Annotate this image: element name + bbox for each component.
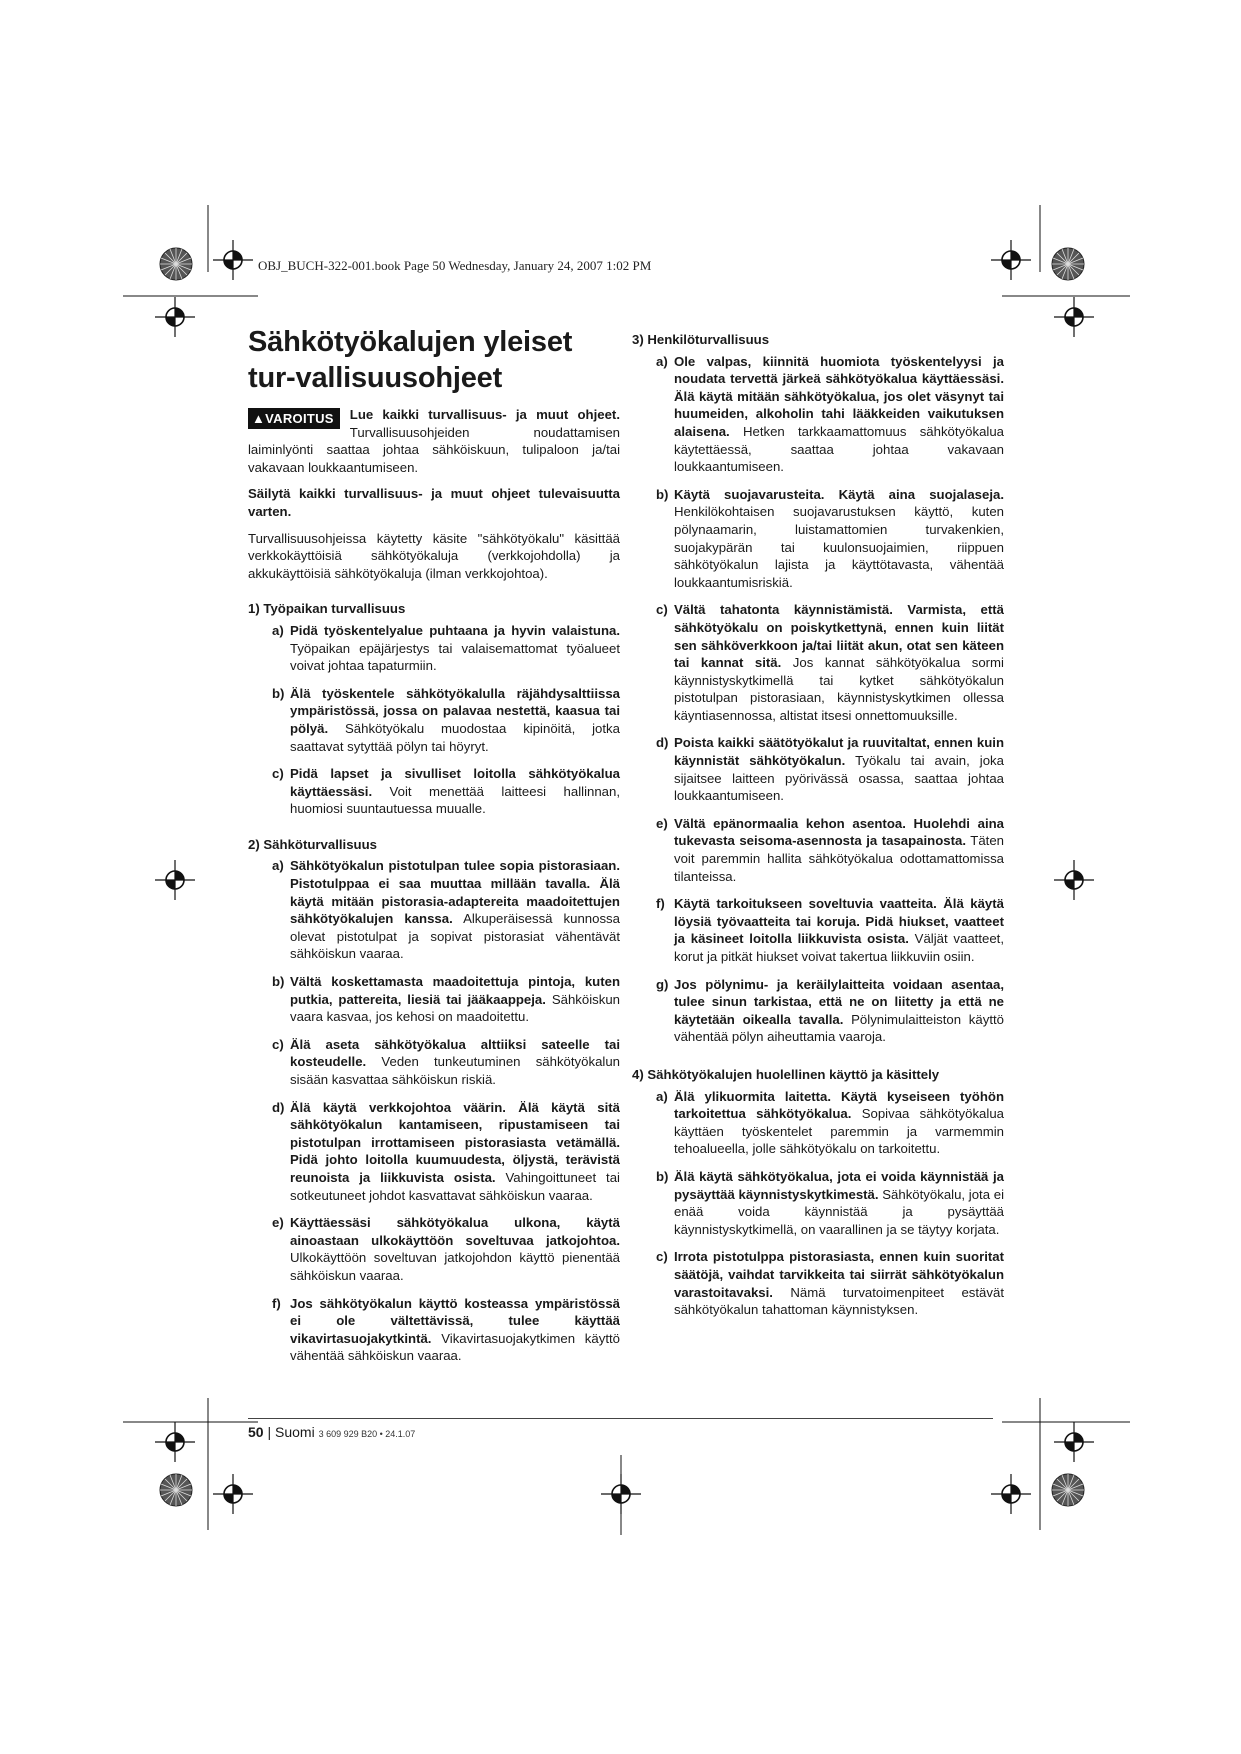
item-text: Sopivaa sähkötyökalua käyttäen työskentelet paremmin ja varmemmin tehoalueella, jolle sähkötyökalu on tarkoitettu. <box>674 1106 1004 1157</box>
item-letter: a) <box>272 858 284 874</box>
keep-instructions: Säilytä kaikki turvallisuus- ja muut ohjeet tulevaisuutta varten. <box>248 486 620 519</box>
item-text: Alkuperäisessä kunnossa olevat pistotulpat ja sopivat pistorasiat vähentävät sähköiskun vaaraa. <box>290 911 620 962</box>
item-bold: Poista kaikki säätötyökalut ja ruuvitaltat, ennen kuin käynnistät sähkötyökalun. <box>674 735 1004 769</box>
list-item <box>632 353 1004 476</box>
item-text: Täten voit paremmin hallita sähkötyökalua odottamattomissa tilanteissa. <box>674 833 1004 884</box>
list-item <box>632 734 1004 804</box>
item-bold: Vältä koskettamasta maadoitettuja pintoja, kuten putkia, pattereita, liesiä tai jääkaappeja. <box>290 974 620 1007</box>
item-letter: c) <box>272 766 284 782</box>
item-bold: Älä työskentele sähkötyökalulla räjähdysalttiissa ympäristössä, jossa on palavaa nestettä, kaasua tai pölyä. <box>290 685 620 736</box>
item-letter: b) <box>656 486 669 502</box>
item-bold: Älä ylikuormita laitetta. Käytä kyseiseen työhön tarkoitettua sähkötyökalua. <box>674 1088 1004 1122</box>
warning-badge <box>248 408 340 429</box>
list-item <box>248 857 620 963</box>
page-title: Sähkötyökalujen yleiset tur-vallisuusohjeet <box>248 326 573 394</box>
item-letter: f) <box>656 896 665 912</box>
item-text: Hetken tarkkaamattomuus sähkötyökalua käytettäessä, saattaa johtaa vakavaan loukkaantumiseen. <box>674 423 1004 475</box>
item-text: Työkalu tai avain, joka sijaitsee laitteen pyörivässä osassa, saattaa johtaa loukkaantumiseen. <box>674 753 1004 804</box>
list-item <box>632 486 1004 592</box>
list-item <box>248 1099 620 1205</box>
warning-triangle-icon: ▲ <box>252 411 266 426</box>
list-item <box>632 976 1004 1046</box>
item-bold: Jos sähkötyökalun käyttö kosteassa ympäristössä ei ole vältettävissä, tulee käyttää vikavirtasuojakytkintä. <box>290 1295 620 1346</box>
item-text: Jos kannat sähkötyökalua sormi käynnistyskytkimellä tai kytket sähkötyökalun pistotulpan pistorasiaan, käynnistyskytkimen ollessa käyntiasennossa, altistat itsesi onnettomuuksille. <box>674 655 1004 723</box>
item-bold: Jos pölynimu- ja keräilylaitteita voidaan asentaa, tulee sinun tarkistaa, että ne on liitetty ja että ne käytetään oikealla tavalla. <box>674 976 1004 1027</box>
item-bold: Käyttäessäsi sähkötyökalua ulkona, käytä ainoastaan ulkokäyttöön soveltuvaa jatkojohtoa. <box>290 1215 620 1248</box>
list-item <box>632 1088 1004 1158</box>
item-text: Nämä turvatoimenpiteet estävät sähkötyökalun tahattoman käynnistyksen. <box>674 1284 1004 1318</box>
list-item <box>632 815 1004 885</box>
list-item <box>632 895 1004 965</box>
list-item <box>248 973 620 1026</box>
item-text: Voit menettää laitteesi hallinnan, huomiosi suuntautuessa muualle. <box>290 783 620 817</box>
item-bold: Älä käytä sähkötyökalua, jota ei voida käynnistää ja pysäyttää käynnistyskytkimestä. <box>674 1168 1004 1202</box>
item-text: Sähköiskun vaara kasvaa, jos kehosi on maadoitettu. <box>290 991 620 1025</box>
item-letter: b) <box>272 974 285 990</box>
section-heading: 1) Työpaikan turvallisuus <box>248 601 406 617</box>
right-column <box>632 331 1004 1329</box>
footer-separator: | <box>263 1424 275 1440</box>
item-text: Sähkötyökalu, jota ei enää voida käynnistää ja pysäyttää käynnistyskytkimellä, on vaarallinen ja se täytyy korjata. <box>674 1186 1005 1237</box>
item-bold: Irrota pistotulppa pistorasiasta, ennen kuin suoritat säätöjä, vaihdat tarvikkeita tai siirrät sähkötyökalun varastoitavaksi. <box>674 1249 1004 1300</box>
page-number: 50 <box>248 1424 264 1440</box>
item-text: Vikavirtasuojakytkimen käyttö vähentää sähköiskun vaaraa. <box>290 1330 620 1364</box>
item-text: Sähkötyökalu muodostaa kipinöitä, jotka saattavat sytyttää pölyn tai höyryt. <box>290 720 620 754</box>
item-letter: e) <box>656 815 668 831</box>
list-item <box>248 1295 620 1365</box>
item-bold: Sähkötyökalun pistotulpan tulee sopia pistorasiaan. Pistotulppaa ei saa muuttaa millään tavalla. Älä käytä mitään pistorasia-adaptereita maadoitettujen sähkötyökalujen kanssa. <box>290 858 620 927</box>
list-item <box>632 601 1004 724</box>
item-letter: b) <box>272 685 285 701</box>
item-text: Henkilökohtaisen suojavarustuksen käyttö, kuten pölynaamarin, luistamattomien turvakenkien, suojakypärän tai kuulonsuojaimien, riippuen sähkötyökalun lajista ja käyttötavasta, vähentää loukkaantumisriskiä. <box>674 504 1004 590</box>
list-item <box>248 685 620 755</box>
item-text: Ulkokäyttöön soveltuvan jatkojohdon käyttö pienentää sähköiskun vaaraa. <box>290 1250 620 1283</box>
item-letter: e) <box>272 1215 284 1231</box>
item-letter: a) <box>656 1088 668 1104</box>
item-letter: a) <box>272 622 284 638</box>
item-text: Pölynimulaitteiston käyttö vähentää pölyn aiheuttamia vaaroja. <box>674 1011 1004 1045</box>
item-letter: g) <box>656 976 669 992</box>
warning-badge-label: VAROITUS <box>265 411 334 426</box>
warning-lead: Lue kaikki turvallisuus- ja muut ohjeet. <box>349 407 620 422</box>
item-bold: Käytä tarkoitukseen soveltuvia vaatteita. Älä käytä löysiä työvaatteita tai koruja. Pidä hiukset, vaatteet ja käsineet loitolla liikkuvista osista. <box>674 896 1004 947</box>
item-bold: Älä aseta sähkötyökalua alttiiksi sateelle tai kosteudelle. <box>290 1036 620 1070</box>
item-letter: c) <box>272 1036 284 1052</box>
section-heading: 3) Henkilöturvallisuus <box>632 332 770 347</box>
item-letter: d) <box>272 1099 285 1115</box>
list-item <box>248 765 620 818</box>
book-header-line: OBJ_BUCH-322-001.book Page 50 Wednesday, January 24, 2007 1:02 PM <box>258 258 652 273</box>
warning-paragraph <box>248 406 620 476</box>
item-bold: Vältä epänormaalia kehon asentoa. Huolehdi aina tukevasta seisoma-asennosta ja tasapainosta. <box>674 815 1004 849</box>
item-text: Työpaikan epäjärjestys tai valaisemattomat työalueet voivat johtaa tapaturmiin. <box>290 640 620 674</box>
item-text: Väljät vaatteet, korut ja pitkät hiukset voivat takertua liikkuviin osiin. <box>674 931 1004 964</box>
item-bold: Älä käytä verkkojohtoa väärin. Älä käytä sitä sähkötyökalun kantamiseen, ripustamiseen tai pistotulpan irrottamiseen pistorasiasta vetämällä. Pidä johto loitolla kuumuudesta, öljystä, terävistä reunoista ja liikkuvista osista. <box>290 1099 620 1185</box>
list-item <box>248 622 620 675</box>
footer-language: Suomi <box>275 1424 315 1440</box>
item-text: Vahingoittuneet tai sotkeutuneet johdot kasvattavat sähköiskun vaaraa. <box>290 1169 620 1203</box>
intro-paragraph: Turvallisuusohjeissa käytetty käsite "sähkötyökalu" käsittää verkkokäyttöisiä sähkötyökaluja (verkkojohdolla) ja akkukäyttöisiä sähkötyökaluja (ilman verkkojohtoa). <box>248 530 620 581</box>
item-bold: Vältä tahatonta käynnistämistä. Varmista, että sähkötyökalu on poiskytkettynä, ennen kuin liität sen sähköverkkoon ja/tai liität akun, otat sen käteen tai kannat sitä. <box>674 602 1004 671</box>
item-text: Veden tunkeutuminen sähkötyökalun sisään kasvattaa sähköiskun riskiä. <box>290 1054 620 1087</box>
footer-doc-number: 3 609 929 B20 • 24.1.07 <box>318 1429 416 1439</box>
item-bold: Käytä suojavarusteita. Käytä aina suojalaseja. <box>674 486 1004 502</box>
item-letter: f) <box>272 1295 281 1311</box>
item-bold: Pidä lapset ja sivulliset loitolla sähkötyökalua käyttäessäsi. <box>290 766 620 799</box>
list-item <box>248 1036 620 1089</box>
list-item <box>632 1168 1004 1238</box>
list-item <box>632 1248 1004 1318</box>
item-bold: Pidä työskentelyalue puhtaana ja hyvin valaistuna. <box>290 622 620 638</box>
left-column <box>248 324 620 1375</box>
item-letter: b) <box>656 1168 669 1184</box>
item-letter: a) <box>656 353 668 369</box>
section-heading: 4) Sähkötyökalujen huolellinen käyttö ja käsittely <box>632 1066 940 1082</box>
item-letter: c) <box>656 1249 668 1265</box>
footer-rule <box>248 1418 993 1419</box>
page-footer <box>248 1424 415 1440</box>
section-heading: 2) Sähköturvallisuus <box>248 836 377 852</box>
list-item <box>248 1214 620 1284</box>
item-letter: c) <box>656 602 668 618</box>
item-bold: Ole valpas, kiinnitä huomiota työskentelyysi ja noudata tervettä järkeä sähkötyökalua käyttäessäsi. Älä käytä mitään sähkötyökalua, jos olet väsynyt tai huumeiden, alkoholin tahi lääkkeiden vaikutuksen alaisena. <box>674 353 1004 439</box>
warning-text: Turvallisuusohjeiden noudattamisen laiminlyönti saattaa johtaa sähköiskuun, tulipaloon ja/tai vakavaan loukkaantumiseen. <box>248 424 620 475</box>
item-letter: d) <box>656 735 669 751</box>
